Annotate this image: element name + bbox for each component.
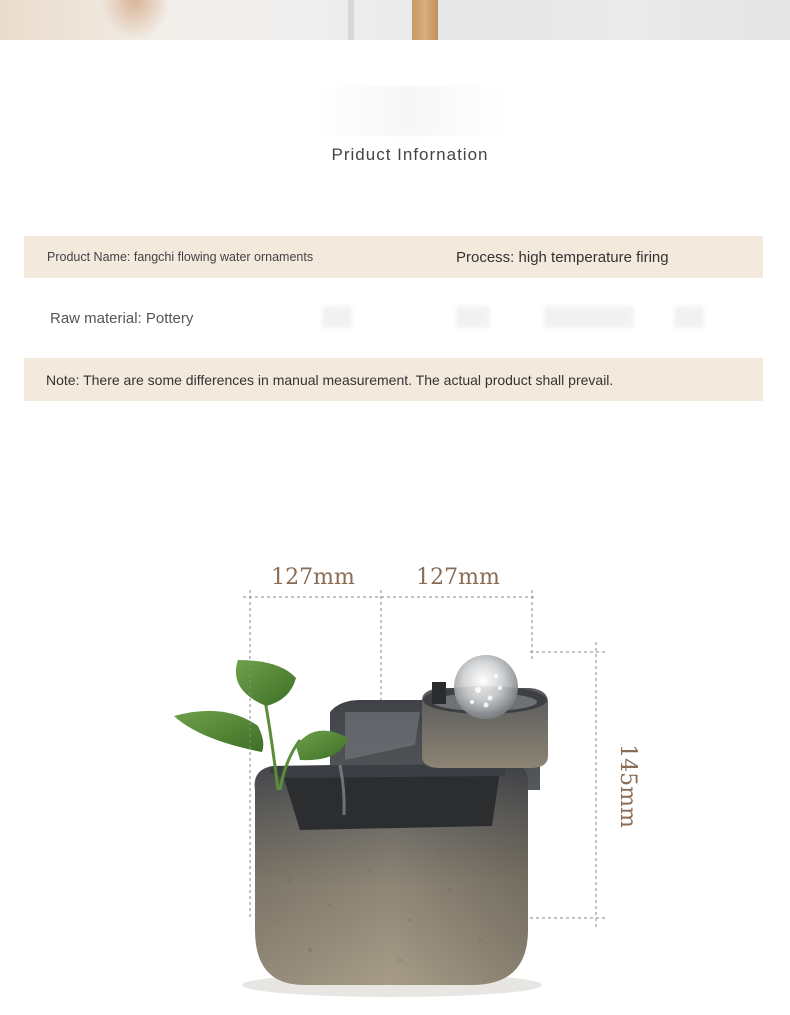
crystal-ball [454,655,518,719]
note-text: Note: There are some differences in manual measurement. The actual product shall prevail. [46,371,614,388]
section-title: Priduct Infornation [331,145,489,164]
width-left-label: 127mm [271,565,355,590]
width-right-label: 127mm [416,565,500,590]
height-label: 145mm [615,744,640,828]
raw-material-text: Raw material: Pottery [50,309,194,327]
process-text: Process: high temperature firing [456,248,669,266]
cup-spout [432,682,446,704]
product-name-text: Product Name: fangchi flowing water ornaments [47,250,314,264]
leaf [236,660,296,706]
pot-opening [282,770,500,830]
